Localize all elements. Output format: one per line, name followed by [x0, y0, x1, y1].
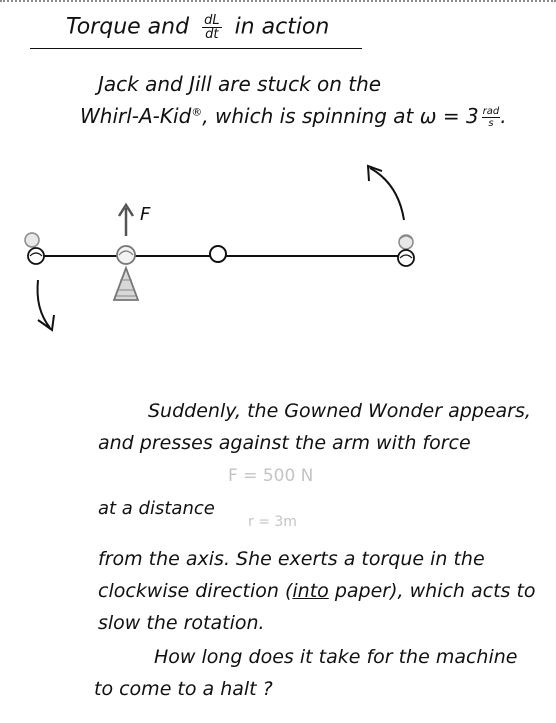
- fraction-numerator: dL: [204, 13, 220, 28]
- title-text-start: Torque and: [66, 14, 190, 40]
- into-underlined: into: [292, 580, 329, 602]
- whirl-diagram: [0, 150, 556, 350]
- pivot-circle: [210, 246, 226, 262]
- fraction-denominator: dt: [205, 27, 219, 42]
- omega-unit-denominator: s: [488, 118, 494, 129]
- omega-unit-numerator: rad: [482, 106, 500, 117]
- gowned-wonder-figure: [114, 246, 138, 300]
- omega-expression: ω = 3: [419, 104, 479, 128]
- intro-line-2-middle: , which is spinning at: [202, 104, 414, 128]
- story-line-6: slow the rotation.: [98, 612, 265, 634]
- story-line-1: Suddenly, the Gowned Wonder appears,: [148, 400, 531, 422]
- question-line-2: to come to a halt ?: [94, 678, 273, 700]
- ride-name: Whirl-A-Kid: [80, 104, 192, 128]
- story-line-5-end: paper), which acts to: [328, 580, 536, 602]
- story-line-5-start: clockwise direction (: [98, 580, 293, 602]
- registered-mark: ®: [191, 105, 203, 119]
- omega-units-fraction: [482, 106, 501, 129]
- question-line-1: How long does it take for the machine: [154, 646, 518, 668]
- force-label: F: [140, 204, 151, 225]
- story-line-4: from the axis. She exerts a torque in the: [98, 548, 485, 570]
- right-kid-figure: [398, 235, 414, 266]
- story-line-2: and presses against the arm with force: [98, 432, 471, 454]
- intro-line-1: Jack and Jill are stuck on the: [98, 72, 382, 96]
- title-text-end: in action: [234, 14, 330, 40]
- dl-dt-fraction: [202, 14, 222, 41]
- intro-line-2-end: .: [500, 104, 507, 128]
- top-dotted-border: [0, 0, 556, 2]
- story-line-5: [98, 580, 536, 602]
- left-kid-figure: [25, 233, 44, 264]
- title-underline: [30, 48, 362, 49]
- page-title: [66, 14, 329, 41]
- distance-equation: r = 3m: [248, 514, 297, 530]
- force-equation: F = 500 N: [228, 466, 314, 486]
- story-line-3: at a distance: [98, 498, 215, 519]
- rotation-arrow-top-right: [370, 168, 404, 220]
- intro-line-2: [80, 104, 507, 129]
